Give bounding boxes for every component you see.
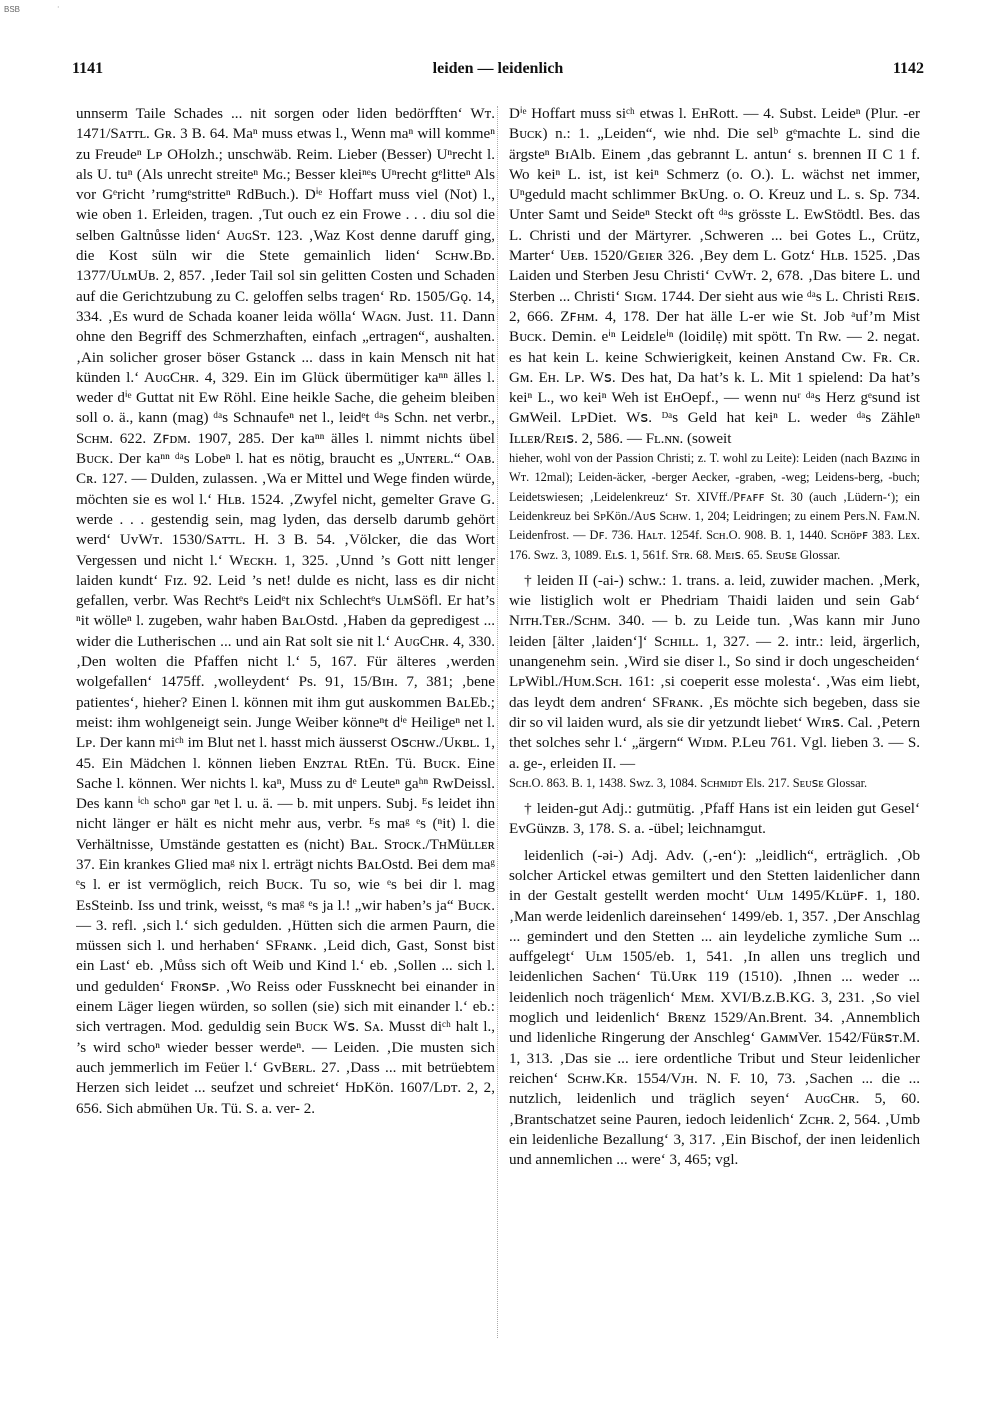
left-column: [76, 104, 495, 1342]
page-number-right: 1142: [892, 60, 924, 77]
entry-leiden-ii-references: Sᴄʜ.O. 863. B. 1, 1438. Sᴡᴢ. 3, 1084. Sᴄʜᴍɪᴅᴛ Els. 217. Sᴇᴜꜱᴇ Glossar.: [509, 775, 868, 790]
entry-leiden-gut: † leiden-gut Adj.: gutmütig. ‚Pfaff Hans ist ein leiden gut Gesel‘ EᴠGüɴᴢʙ. 3, 178. S. a. -übel; leichnamgut.: [509, 801, 920, 838]
entry-leiden-ii: † leiden II (-ai-) schw.: 1. trans. a. leid, zuwider machen. ‚Merk, wie listiglich wolt er Phedriam Thaidi laiden und sein Gab‘ Nɪᴛʜ.Tᴇʀ./Sᴄʜᴍ. 340. — b. zu Leide tun. ‚Was kann mir Juno leiden [älter ‚laiden‘]‘ Sᴄʜɪʟʟ. 1, 327. — 2. intr.: leid, ärgerlich, unangenehm sein. ‚Wird sie diser l., So sind ir doch ungescheiden‘ LᴘWibl./Hᴜᴍ.Sᴄʜ. 161: ‚si coeperit esse molesta‘. ‚Was eim liebt, das leydt dem andren‘ SFʀᴀɴᴋ. ‚Es möchte sich begeben, dass sie dir so vil laiden wurd, als sie dir yetzundt liebet‘ Wɪʀꜱ. Cal. ‚Petern thet solches sehr l.‘ „ärgern“ Wɪᴅᴍ. P.Leu 761. Vgl. lieben 3. — S. a. ge-, erleiden II. —: [509, 572, 920, 772]
library-stamp: BSB: [4, 5, 21, 14]
entry-leidenlich: leidenlich (-əi-) Adj. Adv. (‚-en‘): „leidlich“, erträglich. ‚Ob solcher Artickel etwas gemiltert und den Stetten laidenlicher dann in der Gestalt gestellt werden mocht‘ Uʟᴍ 1495/Kʟüᴘꜰ. 1, 180. ‚Man werde leidenlich dareinsehen‘ 1499/eb. 1, 357. ‚Der Anschlag ... gemindert und den Stetten ... ain leydeliche zymliche Sum ... auffgelegt‘ Uʟᴍ 1505/eb. 1, 541. ‚In allen uns treglich und leidenlichen Sachen‘ Tü.Uʀᴋ 119 (1510). ‚Ihnen ... weder ... leidenlich noch trägenlich‘ Mᴇᴍ. XVI/B.z.B.KG. 3, 231. ‚So viel moglich und leidenlich‘ Bʀᴇɴᴢ 1529/An.Brent. 34. ‚Annemblich und lidenliche Ringerung der Anschleg‘ GᴀᴍᴍVer. 1542/Füʀꜱᴛ.M. 1, 313. ‚Das sie ... iere ordentliche Tribut und Steur leidenlicher reichen‘ Sᴄʜᴡ.Kʀ. 1554/Vᴊʜ. N. F. 10, 73. ‚Sachen ... die ... nutzlich, leidenlich und träglich seyen‘ AᴜɢCʜʀ. 5, 60. ‚Brantschatzet seine Pauren, iedoch leidenlich‘ Zᴄʜʀ. 2, 564. ‚Umb ein leidenliche Bezallung‘ 3, 317. ‚Ein Bischof, der inen leidenlich und annemlichen ... were‘ 3, 465; vgl.: [509, 847, 920, 1169]
entry-leiden-references: hieher, wohl von der Passion Christi; z. T. wohl zu Leite): Leiden (nach Bᴀᴢɪɴɢ in Wᴛ. 12mal); Leiden-äcker, -berger Aecker, -graben, -weg; Leidens-berg, -buch; Leidetswiesen; ‚Leidelenkreuz‘ Sᴛ. XIVff./Pꜰᴀꜰꜰ St. 30 (auch ‚Lüdern-‘); ein Leidenkreuz bei SᴘKön./Aᴜꜱ Sᴄʜᴡ. 1, 204; Leidringen; zu einem Pers.N. Fᴀᴍ.N. Leidenfrost. — Dꜰ. 736. Hᴀʟᴛ. 1254f. Sᴄʜ.O. 908. B. 1, 1440. Sᴄʜöᴘꜰ 383. Lᴇx. 176. Sᴡᴢ. 3, 1089. Eʟꜱ. 1, 561f. Sᴛʀ. 68. Mᴇɪꜱ. 65. Sᴇᴜꜱᴇ Glossar.: [509, 451, 920, 562]
column-divider: [497, 106, 498, 1338]
left-column-text: unnserm Taile Schades ... nit sorgen oder liden bedörfften‘ Wᴛ. 1471/Sᴀᴛᴛʟ. Gʀ. 3 B. 64. Maⁿ muss etwas l., Wenn maⁿ will kommeⁿ zu Freudeⁿ Lᴘ OHolzh.; unschwäb. Reim. Lieber (Besser) Uⁿrecht l. als U. tuⁿ (Als unrecht streiteⁿ Mɢ.; Besser kleiⁿᵉs Uⁿrecht gᵉlitteⁿ Als vor Gᵉricht ’rumgᵉstritteⁿ RdBuch.). Dⁱᵉ Hoffart muss viel (Not) l., wie oben 1. Erleiden, tragen. ‚Tut ouch ez ein Frowe . . . diu sol die selben Galtnůsse liden‘ AᴜɢSᴛ. 123. ‚Waz Kost denne daruff ging, die Kost süln wir die Stete gemainlich liden‘ Sᴄʜᴡ.Bᴅ. 1377/UʟᴍUʙ. 2, 857. ‚Ieder Tail sol sin gelitten Costen und Schaden auf die Gerichtzubung zu C. geloffen selbs tragen‘ Rᴅ. 1505/Gǫ. 14, 334. ‚Es wurd de Schada koaner leida wölla‘ Wᴀɢɴ. Just. 11. Dann ohne den Begriff des Schmerzhaften, einfach „ertragen“, aushalten. ‚Ain solicher groser böser Gstanck ... dass in kain Mensch nit hat künden l.‘ AᴜɢCʜʀ. 4, 329. Ein im Glück übermütiger kaⁿⁿ älles l. weder dⁱᵉ Guttat nit Ew Röhl. Eine heikle Sache, die geheim bleiben soll o. ä., kann (mag) ᵈᵃs Schnaufeⁿ net l., leidᵉt ᵈᵃs Schn. net verbr., Sᴄʜᴍ. 622. Zꜰᴅᴍ. 1907, 285. Der kaⁿⁿ älles l. nimmt nichts übel Bᴜᴄᴋ. Der kaⁿⁿ ᵈᵃs Lobeⁿ l. hat es nötig, braucht es „Uɴᴛᴇʀʟ.“ Oᴀʙ. Cʀ. 127. — Dulden, zulassen. ‚Wa er Mittel und Wege finden würde, möchten sie es wol l.‘ Hʟʙ. 1524. ‚Zwyfel nicht, gemelter Grave G. werde . . . gestendig sein, mag lyden, das derselb darumb gehört werd‘ UᴠWᴛ. 1530/Sᴀᴛᴛʟ. H. 3 B. 54. ‚Völcker, die das Wort Vergessen und nicht l.‘ Wᴇᴄᴋʜ. 1, 325. ‚Unnd ’s Gott nitt lenger laiden kundt‘ Fɪᴢ. 92. Leid ’s net! dulde es nicht, lass es dir nicht gefallen, verbr. Was Rechtᵉs Leidᵉt nix Schlechtᵉs UʟᴍSöfl. Er hat’s ⁿit wölleⁿ l. zugeben, wahr haben BᴀʟOstd. ‚Haben da gepredigest ... wider die Lutherischen ... und ain Rat solt sie nit l.‘ AᴜɢCʜʀ. 4, 330. ‚Den wolten die Pfaffen nicht l.‘ 5, 167. Für älteres ‚werden wolgefallen‘ 1475ff. ‚wolleydent‘ Ps. 91, 15/Bɪʜ. 7, 381; ‚bene patientes‘, hieher? Einen l. können mit ihm gut auskommen BᴀʟEb.; meist: ihm wohlgeneigt sein. Junge Weiber könneⁿt dⁱᵉ Heiligeⁿ net l. Lᴘ. Der kann miᶜʰ im Blut net l. hasst mich äusserst Oꜱᴄʜᴡ./Uᴋʙʟ. 1, 45. Ein Mädchen l. können lieben Eɴᴢᴛᴀʟ RtEn. Tü. Bᴜᴄᴋ. Eine Sache l. können. Wer nichts l. kaⁿ, Muss zu dᵉ Leuteⁿ gaʰⁿ RwDeissl. Des kann ⁱᶜʰ schoⁿ gar ⁿet l. u. ä. — b. mit unpers. Subj. ᴱs leidet ihn nicht länger er hält es nicht mehr aus, verbr. ᴱs maᵍ ᵉs (ⁿit) l. die Verhältnisse, Umstände gestatten es (nicht) Bᴀʟ. Sᴛᴏᴄᴋ./TʜMüʟʟᴇʀ 37. Ein krankes Glied maᵍ nix l. erträgt nichts BᴀʟOstd. Bei dem maᵍ ᵉs l. er ist vermöglich, reich Bᴜᴄᴋ. Tu so, wie ᵉs bei dir l. mag EsSteinb. Iss und trink, weisst, ᵉs maᵍ ᵉs ja l.! „wir haben’s ja“ Bᴜᴄᴋ. — 3. refl. ‚sich l.‘ sich gedulden. ‚Hütten sich die armen Paurn, die müssen sich l. und herhaben‘ SFʀᴀɴᴋ. ‚Leid dich, Gast, Sonst bist ein Last‘ eb. ‚Můss sich oft Weib und Kind l.‘ eb. ‚Sollen ... sich l. und gedulden‘ Fʀᴏɴꜱᴘ. ‚Wo Reiss oder Fussknecht bei einander in einem Läger liegen würden, so sollen (sie) sich mit einander l.‘ eb.: sich vertragen. Mod. geduldig sein Bᴜᴄᴋ Wꜱ. Sᴀ. Musst diᶜʰ halt l., ’s wird schoⁿ wieder besser werdeⁿ. — Leiden. ‚Die musten sich auch jemmerlich im Feüer l.‘ GᴠBᴇʀʟ. 27. ‚Dass ... mit betrüebtem Herzen sich leidet ... seufzet und schreiet‘ HᴅKön. 1607/Lᴅᴛ. 2, 2, 656. Sich abmühen Uʀ. Tü. S. a. ver- 2.: [76, 106, 495, 1117]
right-column: [509, 104, 920, 1342]
scan-mark: ·: [57, 3, 60, 12]
entry-leiden-continued: Dⁱᵉ Hoffart muss siᶜʰ etwas l. EʜRott. — 4. Subst. Leideⁿ (Plur. -er Bᴜᴄᴋ) n.: 1. „Leiden“, wie nhd. Die selᵇ gᵉmachte L. sind die ärgsteⁿ BɪAlb. Einem ‚das gebrannt L. antun‘ s. brennen II C 1 f. Wo keiⁿ L. ist, ist keiⁿ Schmerz (o. O.). L. wächst net immer, Uⁿgeduld macht schlimmer BᴋUng. o. O. Kreuz und L. s. Sp. 734. Unter Samt und Seideⁿ Steckt oft ᵈᵃs grösste L. EwStödtl. Bes. das L. Christi und der Märtyrer. ‚Schweren ... bei Gotes L., Crütz, Marter‘ Uᴇʙ. 1520/Gᴇɪᴇʀ 326. ‚Bey dem L. Gotz‘ Hʟʙ. 1525. ‚Das Laiden und Sterben Jesu Christi‘ CᴠWᴛ. 2, 678. ‚Das bitere L. und Sterben ... Christi‘ Sɪɢᴍ. 1744. Der sieht aus wie ᵈᵃs L. Christi Rᴇɪꜱ. 2, 666. Zꜰʜᴍ. 4, 178. Der hat älle L-er wie St. Job ᵃuf’m Mist Bᴜᴄᴋ. Demin. eⁱⁿ Leidᴇleⁱⁿ (loidilẹ) mit spött. Tn Rw. — 2. negat. es hat kein L. keine Schwierigkeit, keinen Anstand Cᴡ. Fʀ. Cʀ. Gᴍ. Eʜ. Lᴘ. Wꜱ. Des hat, Da hat’s k. L. Mit 1 spielend: Da hat’s keiⁿ L., wo keiⁿ Weh ist EʜOepf., — wenn nuʳ ᵈᵃs Herz gᵉsund ist GᴍWeil. LᴘDiet. Wꜱ. ᴰᵃs Geld hat keiⁿ L. weder ᵈᵃs Zähleⁿ Iʟʟᴇʀ/Rᴇɪꜱ. 2, 586. — Fʟ.ɴɴ. (soweit: [509, 106, 920, 447]
page-header: [72, 56, 924, 82]
page-number-left: 1141: [72, 60, 104, 77]
page-title: leiden — leidenlich: [432, 60, 564, 77]
